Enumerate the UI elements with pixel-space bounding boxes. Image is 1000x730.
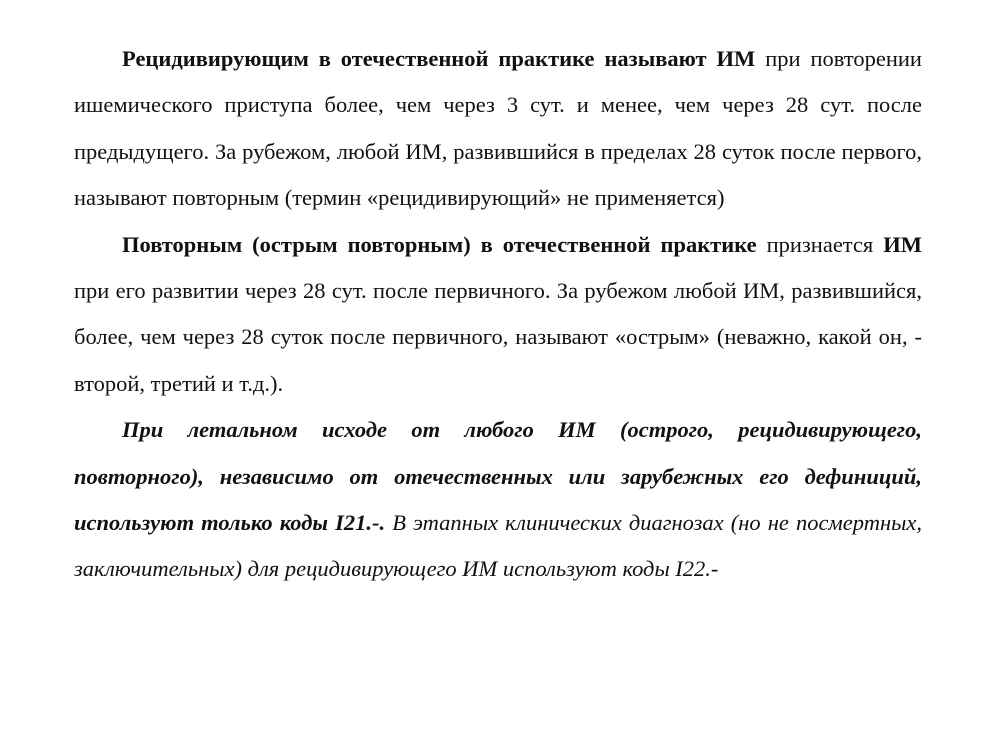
text-recurrent-mi-definition: при повторении ишемического приступа более, чем через 3 сут. и менее, чем через 28 сут. после предыдущего. За рубежом, любой ИМ, развившийся в пределах 28 суток после первого, называют повторным (термин «рецидивирующий» не применяется) <box>74 46 922 211</box>
paragraph-recurrent-mi <box>74 36 922 222</box>
text-lethal-outcome-codes: При летальном исходе от любого ИМ (острого, рецидивирующего, повторного), независимо от отечественных или зарубежных его дефиниций, используют только коды I21.-. <box>74 417 922 536</box>
term-mi: ИМ <box>883 231 922 257</box>
text-repeated-mi-intro: признается <box>756 231 884 257</box>
text-staged-diagnosis-codes: В этапных клинических диагнозах (но не посмертных, заключительных) для рецидивирующего ИМ используют коды I22.- <box>74 510 922 582</box>
paragraph-lethal-outcome <box>74 407 922 593</box>
document-body <box>74 36 922 593</box>
term-repeated-mi: Повторным (острым повторным) в отечественной практике <box>122 231 757 257</box>
term-recurrent-mi: Рецидивирующим в отечественной практике называют ИМ <box>122 46 756 71</box>
text-repeated-mi-definition: при его развитии через 28 сут. после первичного. За рубежом любой ИМ, развившийся, более, чем через 28 суток после первичного, называют «острым» (неважно, какой он, - второй, третий и т.д.). <box>74 278 922 396</box>
paragraph-repeated-mi <box>74 222 922 408</box>
